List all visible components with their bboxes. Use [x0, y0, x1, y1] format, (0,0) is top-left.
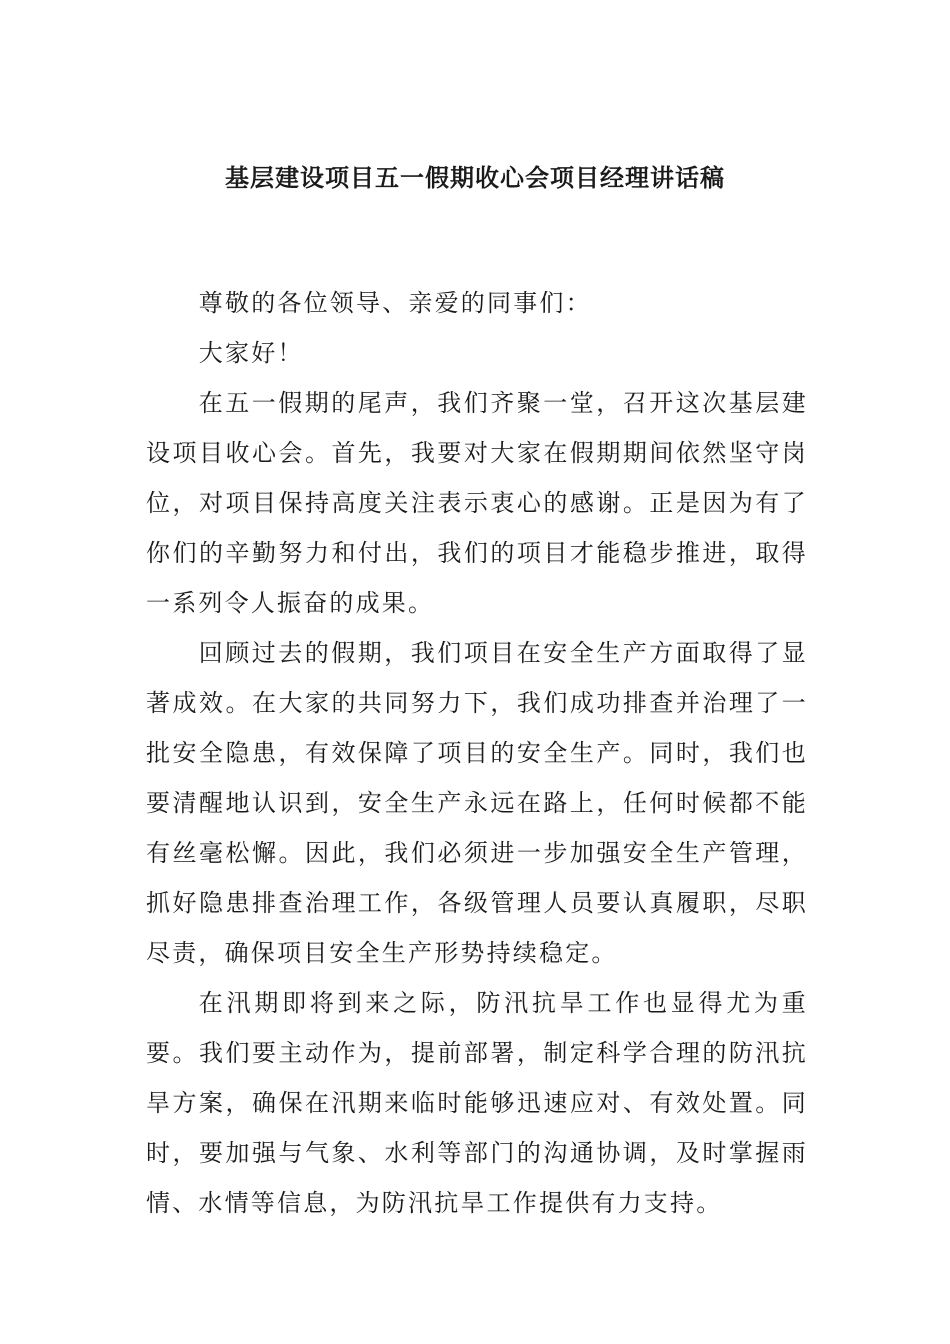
- document-title: 基层建设项目五一假期收心会项目经理讲话稿: [225, 164, 725, 192]
- document-body: [146, 278, 808, 1228]
- paragraph-3: 在汛期即将到来之际，防汛抗旱工作也显得尤为重要。我们要主动作为，提前部署，制定科学合理的防汛抗旱方案，确保在汛期来临时能够迅速应对、有效处置。同时，要加强与气象、水利等部门的沟通协调，及时掌握雨情、水情等信息，为防汛抗旱工作提供有力支持。: [146, 989, 808, 1217]
- paragraph-1: 在五一假期的尾声，我们齐聚一堂，召开这次基层建设项目收心会。首先，我要对大家在假期期间依然坚守岗位，对项目保持高度关注表示衷心的感谢。正是因为有了你们的辛勤努力和付出，我们的项目才能稳步推进，取得一系列令人振奋的成果。: [146, 389, 808, 617]
- paragraph-2: 回顾过去的假期，我们项目在安全生产方面取得了显著成效。在大家的共同努力下，我们成功排查并治理了一批安全隐患，有效保障了项目的安全生产。同时，我们也要清醒地认识到，安全生产永远在路上，任何时候都不能有丝毫松懈。因此，我们必须进一步加强安全生产管理，抓好隐患排查治理工作，各级管理人员要认真履职，尽职尽责，确保项目安全生产形势持续稳定。: [146, 639, 808, 967]
- greeting: 大家好！: [198, 339, 304, 367]
- salutation: 尊敬的各位领导、亲爱的同事们：: [198, 289, 592, 317]
